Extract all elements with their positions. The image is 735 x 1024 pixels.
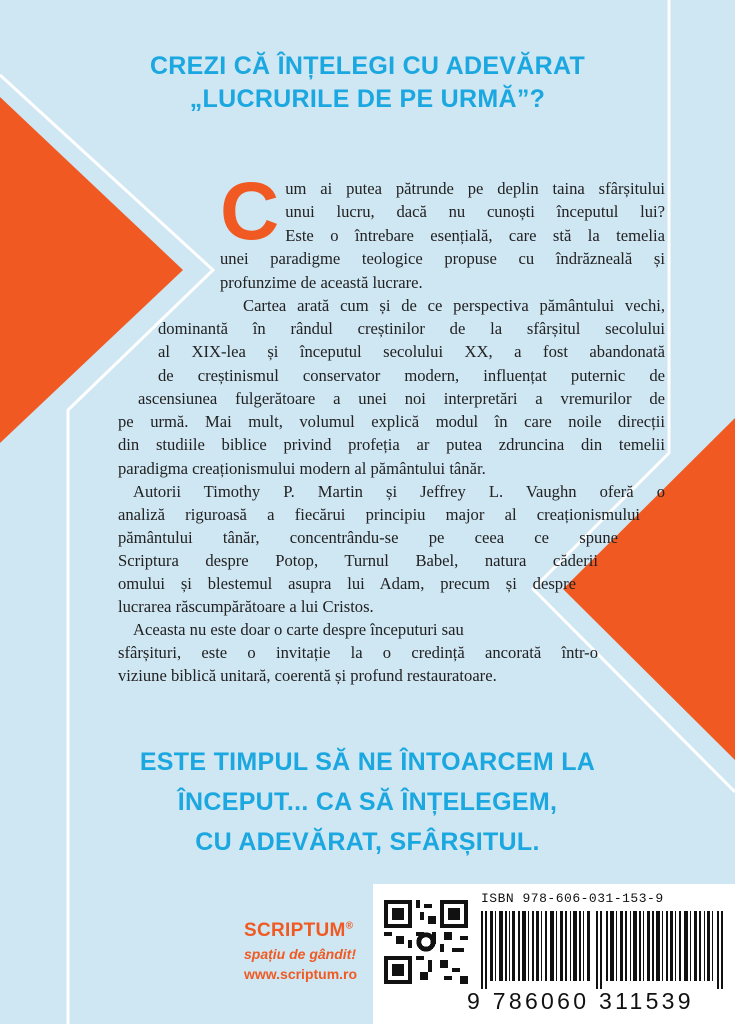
paragraph-2-line: al XIX-lea și începutul secolului XX, a fost abandonată (158, 342, 665, 362)
paragraph-2-line: dominantă în rândul creștinilor de la sfârșitul secolului (158, 319, 665, 338)
intro-line: Este o întrebare esențială, care stă la temelia (285, 225, 665, 245)
intro-line: profunzime de această lucrare. (220, 272, 423, 292)
paragraph-2-body-2 (138, 387, 665, 410)
paragraph-2-line-1-wrap (243, 294, 665, 317)
registered-mark: ® (345, 920, 354, 932)
bottom-headline-line-3: CU ADEVĂRAT, SFÂRȘITUL. (195, 828, 540, 856)
top-headline-line-2: „LUCRURILE DE PE URMĂ”? (189, 85, 546, 113)
publisher-slogan: spațiu de gândit! (244, 946, 356, 962)
qr-code-icon (384, 900, 468, 984)
paragraph-2-line: Cartea arată cum și de ce perspectiva pământului vechi, (243, 296, 665, 315)
bottom-headline-line-1: ESTE TIMPUL SĂ NE ÎNTOARCEM LA (139, 748, 596, 776)
isbn-label: ISBN 978-606-031-153-9 (481, 891, 664, 906)
paragraph-2-line: pe urmă. Mai mult, volumul explică modul în care noile direcții (118, 412, 665, 431)
paragraph-3-line: pământului tânăr, concentrându-se pe ceea ce spune (118, 528, 618, 547)
barcode-panel (373, 884, 735, 1024)
paragraph-3-line-1-wrap (133, 480, 665, 503)
paragraph-2-line: paradigma creaționismului modern al pământului tânăr. (118, 458, 486, 478)
publisher-name-text: SCRIPTUM (244, 920, 346, 941)
paragraph-3-body-5 (118, 595, 558, 618)
top-headline-line-1: CREZI CĂ ÎNȚELEGI CU ADEVĂRAT (149, 52, 586, 80)
intro-line: um ai putea pătrunde pe deplin taina sfârșitului (285, 179, 665, 198)
paragraph-3-line: analiză riguroasă a fiecărui principiu major al creaționismului (118, 505, 640, 524)
bottom-headline-line-2: ÎNCEPUT... CA SĂ ÎNȚELEGEM, (177, 788, 558, 816)
publisher-url: www.scriptum.ro (244, 966, 358, 982)
drop-cap: C (220, 166, 280, 257)
paragraph-4-body-2 (118, 664, 618, 687)
intro-line: unui lucru, dacă nu cunoști începutul lui? (285, 202, 665, 222)
paragraph-2-line: din studiile biblice privind profeția ar putea zdruncina din temelii (118, 435, 665, 455)
paragraph-4-line: viziune biblică unitară, coerentă și profund restauratoare. (118, 666, 497, 685)
paragraph-3-line: Autorii Timothy P. Martin și Jeffrey L. Vaughn oferă o (133, 482, 665, 501)
paragraph-3-body-2 (118, 526, 618, 549)
top-headline (0, 50, 735, 116)
paragraph-3-body-3 (118, 549, 598, 572)
paragraph-4-line: Aceasta nu este doar o carte despre începuturi sau (133, 620, 464, 639)
paragraph-4-line-1-wrap (133, 618, 573, 641)
paragraph-3-line: Scriptura despre Potop, Turnul Babel, natura căderii (118, 551, 598, 570)
ean-barcode (481, 911, 723, 989)
paragraph-2-line: de creștinismul conservator modern, influențat puternic de (158, 365, 665, 385)
paragraph-3-body (118, 503, 640, 526)
paragraph-3-line: lucrarea răscumpărătoare a lui Cristos. (118, 597, 374, 616)
paragraph-3-body-4 (118, 572, 576, 595)
intro-paragraph (220, 166, 665, 294)
paragraph-2-line: ascensiunea fulgerătoare a unei noi interpretări a vremurilor de (138, 389, 665, 408)
publisher-block (244, 920, 357, 982)
paragraph-3-line: omului și blestemul asupra lui Adam, precum și despre (118, 574, 576, 593)
paragraph-4-line: sfârșituri, este o invitație la o credință ancorată într-o (118, 643, 598, 662)
publisher-name (244, 920, 357, 942)
ean-digits: 9 786060 311539 (467, 988, 694, 1014)
paragraph-2-body-3 (118, 410, 665, 480)
paragraph-2-body (158, 317, 665, 387)
intro-line: unei paradigme teologice propuse cu îndrăzneală și (220, 249, 665, 269)
paragraph-4-body (118, 641, 598, 664)
bottom-headline (0, 742, 735, 862)
